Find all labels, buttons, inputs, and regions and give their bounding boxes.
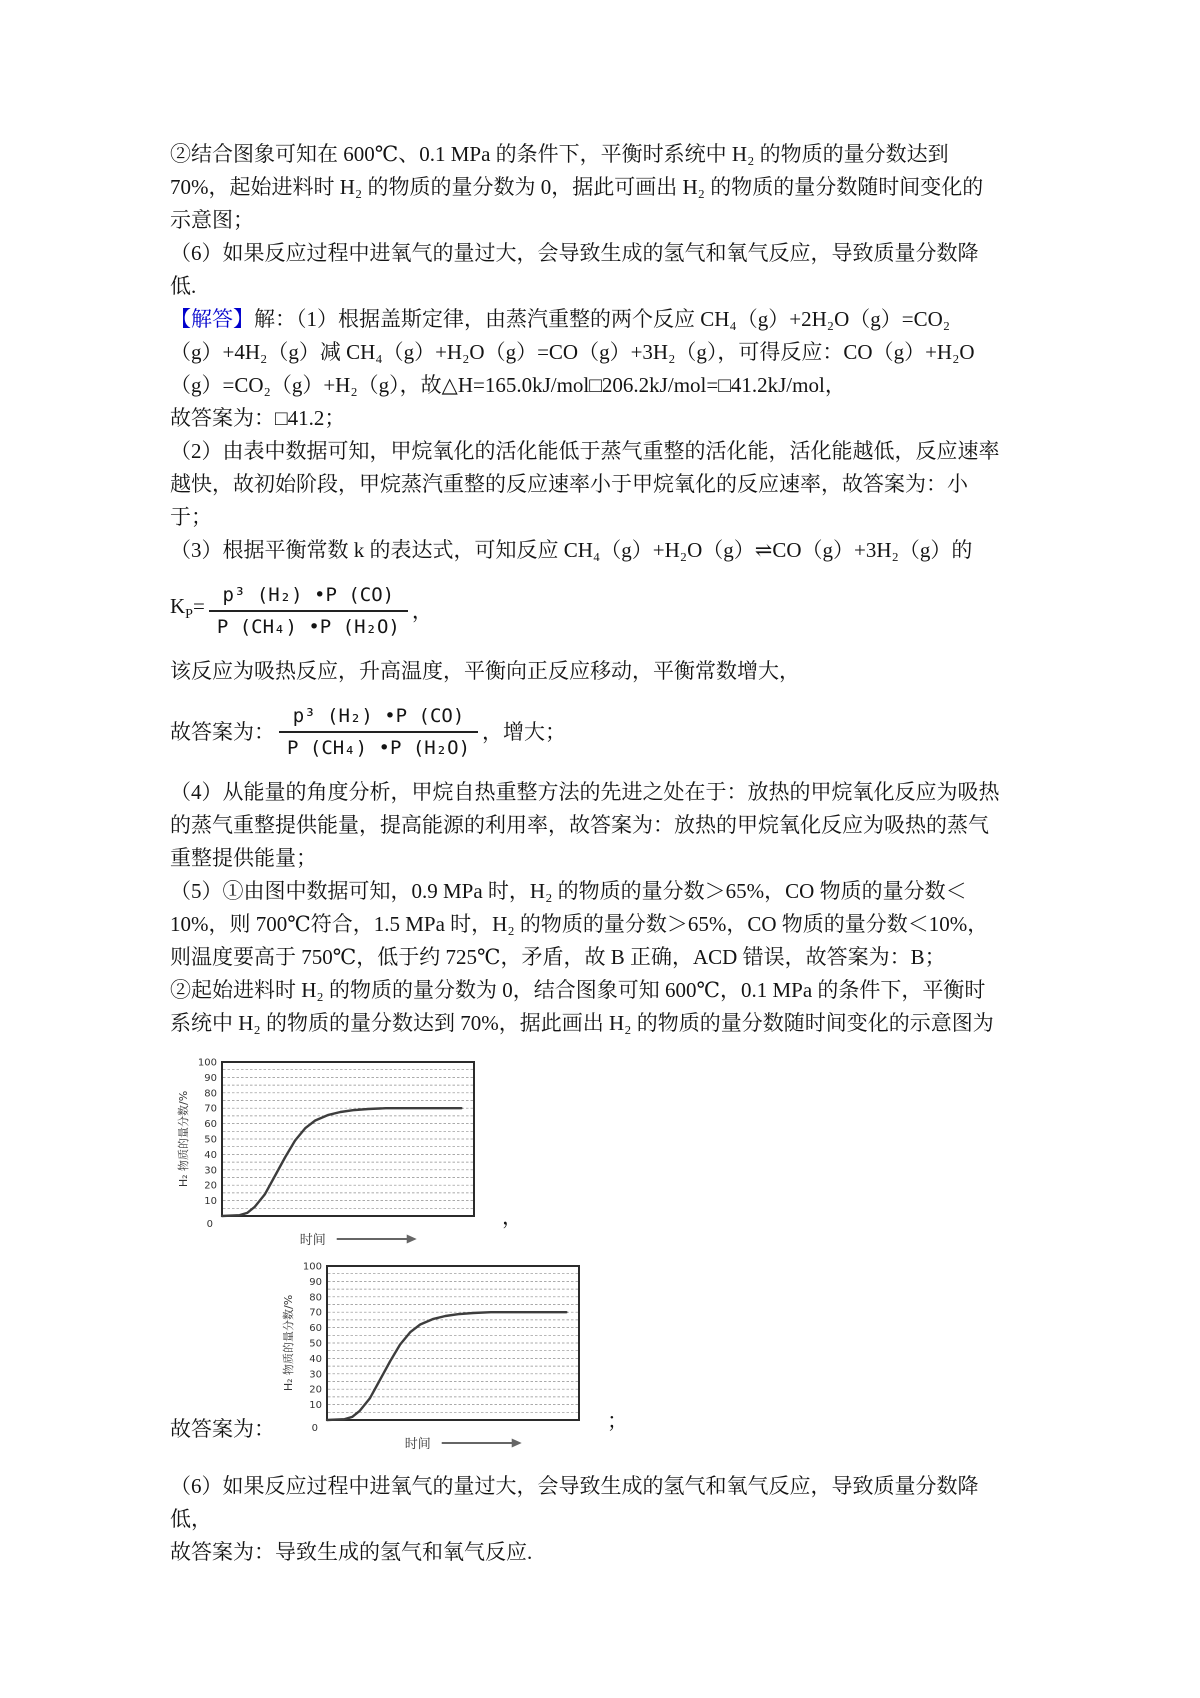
- svg-text:80: 80: [204, 1088, 217, 1100]
- text-line: 则温度要高于 750℃，低于约 725℃，矛盾，故 B 正确，ACD 错误，故答案为：B；: [170, 945, 946, 969]
- svg-text:H₂ 物质的量分数/%: H₂ 物质的量分数/%: [177, 1090, 190, 1188]
- answer-fraction: [279, 704, 478, 760]
- text-line: 故答案为：□41.2；: [170, 406, 346, 430]
- fraction-denominator: P (CH₄) •P (H₂O): [287, 737, 471, 759]
- chart-row-1: [170, 1056, 1040, 1252]
- svg-text:90: 90: [309, 1276, 322, 1288]
- answer-lead-text: 故答案为：: [170, 1417, 275, 1441]
- h2-fraction-vs-time-chart-1: [176, 1056, 488, 1252]
- text-line: （3）根据平衡常数 k 的表达式，可知反应 CH₄（g）+H₂O（g）⇌CO（g）+3H₂（g）的: [170, 538, 973, 562]
- svg-text:10: 10: [309, 1400, 322, 1412]
- svg-text:80: 80: [309, 1292, 322, 1304]
- text-line: 该反应为吸热反应，升高温度，平衡向正反应移动，平衡常数增大，: [170, 659, 800, 683]
- text-line: （g）=CO₂（g）+H₂（g），故△H=165.0kJ/mol□206.2kJ/mol=□41.2kJ/mol，: [170, 373, 846, 397]
- text-line: 的蒸气重整提供能量，提高能源的利用率，故答案为：放热的甲烷氧化反应为吸热的蒸气: [170, 813, 989, 837]
- svg-text:0: 0: [206, 1219, 213, 1230]
- text-line: 低，: [170, 1507, 212, 1531]
- solution-tag: 【解答】: [170, 307, 254, 331]
- svg-text:70: 70: [204, 1103, 217, 1115]
- svg-text:20: 20: [204, 1180, 217, 1192]
- text-line: （5）①由图中数据可知，0.9 MPa 时，H₂ 的物质的量分数＞65%，CO 物质的量分数＜: [170, 879, 967, 903]
- chart2-trailing-semicolon: ；: [607, 1409, 628, 1433]
- solution-text-block: [170, 138, 1040, 1569]
- svg-text:时间: 时间: [299, 1233, 326, 1248]
- solution-header-line: [170, 303, 1040, 336]
- formula-suffix: ，增大；: [482, 719, 567, 744]
- text-line: （6）如果反应过程中进氧气的量过大，会导致生成的氢气和氧气反应，导致质量分数降: [170, 1474, 979, 1498]
- svg-text:100: 100: [197, 1057, 217, 1069]
- text-line: ②结合图象可知在 600℃、0.1 MPa 的条件下，平衡时系统中 H₂ 的物质的量分数达到: [170, 142, 949, 166]
- text-line: （2）由表中数据可知，甲烷氧化的活化能低于蒸气重整的活化能，活化能越低，反应速率: [170, 439, 1000, 463]
- fraction-numerator: p³ (H₂) •P (CO): [209, 583, 408, 612]
- svg-text:50: 50: [309, 1338, 322, 1350]
- svg-text:H₂ 物质的量分数/%: H₂ 物质的量分数/%: [282, 1294, 295, 1392]
- svg-text:70: 70: [309, 1307, 322, 1319]
- text-line: 系统中 H₂ 的物质的量分数达到 70%，据此画出 H₂ 的物质的量分数随时间变化的示意图为: [170, 1011, 994, 1035]
- svg-text:10: 10: [204, 1196, 217, 1208]
- text-line: （4）从能量的角度分析，甲烷自热重整方法的先进之处在于：放热的甲烷氧化反应为吸热: [170, 780, 1000, 804]
- svg-text:40: 40: [309, 1353, 322, 1365]
- text-line: 10%，则 700℃符合，1.5 MPa 时，H₂ 的物质的量分数＞65%，CO 物质的量分数＜10%，: [170, 912, 989, 936]
- answer-formula: [170, 694, 1040, 770]
- text-line: 于；: [170, 505, 212, 529]
- fraction-numerator: p³ (H₂) •P (CO): [279, 704, 478, 733]
- text-line: 低.: [170, 274, 197, 298]
- chart-row-2: [170, 1260, 1040, 1456]
- formula-suffix: ，: [411, 598, 433, 623]
- svg-text:60: 60: [204, 1119, 217, 1131]
- kp-symbol: $K_P=$: [170, 594, 205, 623]
- svg-text:0: 0: [311, 1423, 318, 1434]
- text-line: ②起始进料时 H₂ 的物质的量分数为 0，结合图象可知 600℃，0.1 MPa 的条件下，平衡时: [170, 978, 986, 1002]
- svg-text:60: 60: [309, 1323, 322, 1335]
- conclusion-block: [170, 1470, 1040, 1569]
- text-line: （g）+4H₂（g）减 CH₄（g）+H₂O（g）=CO（g）+3H₂（g），可得反应：CO（g）+H₂O: [170, 340, 975, 364]
- svg-text:50: 50: [204, 1134, 217, 1146]
- fraction-denominator: P (CH₄) •P (H₂O): [216, 616, 400, 638]
- svg-text:100: 100: [302, 1261, 322, 1273]
- svg-text:30: 30: [309, 1369, 322, 1381]
- text-line: 故答案为：导致生成的氢气和氧气反应.: [170, 1540, 533, 1564]
- h2-fraction-vs-time-chart-2: [281, 1260, 593, 1456]
- svg-text:时间: 时间: [404, 1437, 431, 1452]
- text-line: 越快，故初始阶段，甲烷蒸汽重整的反应速率小于甲烷氧化的反应速率，故答案为：小: [170, 472, 968, 496]
- solution-first-line: 解：（1）根据盖斯定律，由蒸汽重整的两个反应 CH₄（g）+2H₂O（g）=CO₂: [254, 307, 951, 331]
- kp-fraction: [209, 583, 408, 639]
- text-line: 示意图；: [170, 208, 254, 232]
- text-line: 重整提供能量；: [170, 846, 317, 870]
- svg-text:30: 30: [204, 1165, 217, 1177]
- answer-lead-text: 故答案为：: [170, 719, 275, 744]
- svg-text:40: 40: [204, 1149, 217, 1161]
- text-line: （6）如果反应过程中进氧气的量过大，会导致生成的氢气和氧气反应，导致质量分数降: [170, 241, 979, 265]
- svg-text:20: 20: [309, 1384, 322, 1396]
- svg-text:90: 90: [204, 1072, 217, 1084]
- chart1-trailing-comma: ，: [502, 1205, 523, 1229]
- text-line: 70%，起始进料时 H₂ 的物质的量分数为 0，据此可画出 H₂ 的物质的量分数随时间变化的: [170, 175, 984, 199]
- kp-formula: [170, 573, 1040, 649]
